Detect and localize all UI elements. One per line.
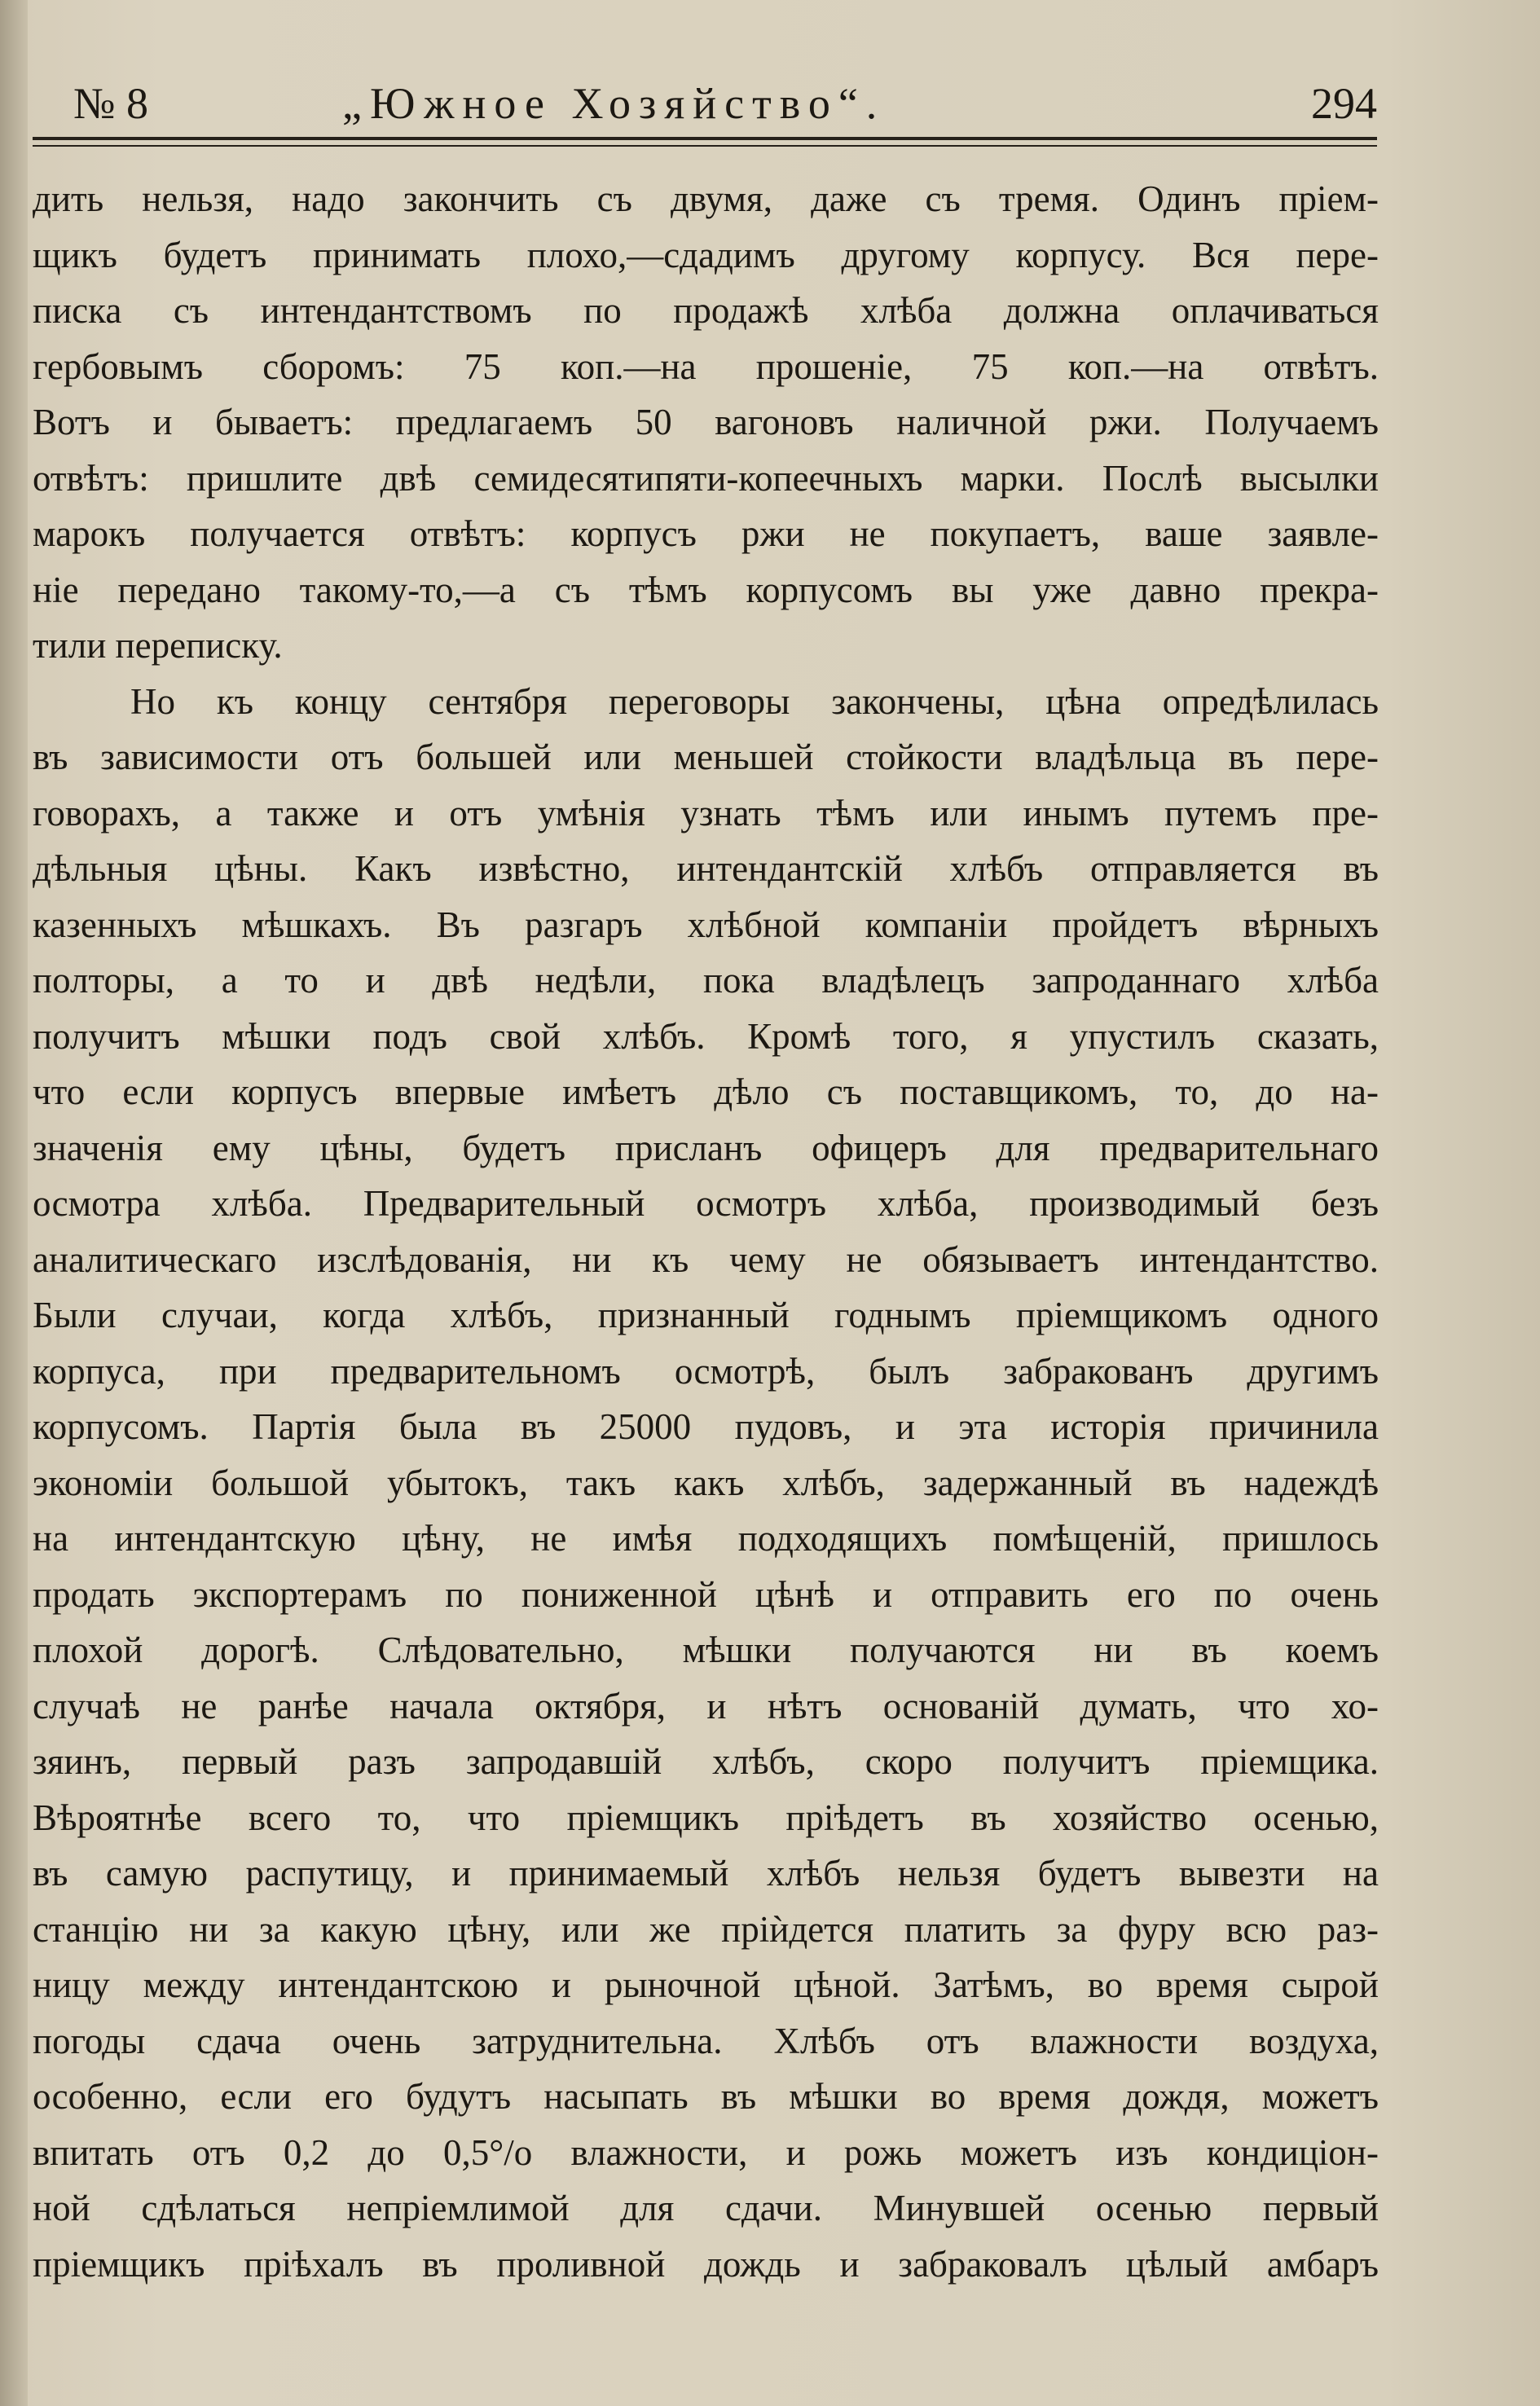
- text-line: Вѣроятнѣе всего то, что пріемщикъ пріѣдетъ въ хозяйство осенью,: [33, 1797, 1379, 1838]
- text-line: на интендантскую цѣну, не имѣя подходящихъ помѣщеній, пришлось: [33, 1518, 1379, 1559]
- page-gutter-edge: [0, 0, 28, 2406]
- text-line: писка съ интендантствомъ по продажѣ хлѣба должна оплачиваться: [33, 290, 1379, 331]
- article-body: [33, 171, 1379, 2292]
- text-line: тили переписку.: [33, 625, 283, 666]
- text-line: плохой дорогѣ. Слѣдовательно, мѣшки получаются ни въ коемъ: [33, 1630, 1379, 1670]
- page-number: 294: [1311, 79, 1377, 128]
- text-line: ніе передано такому-то,—а съ тѣмъ корпусомъ вы уже давно прекра-: [33, 569, 1379, 610]
- text-line: корпусомъ. Партія была въ 25000 пудовъ, и эта исторія причинила: [33, 1406, 1379, 1447]
- text-line: полторы, а то и двѣ недѣли, пока владѣлецъ запроданнаго хлѣба: [33, 960, 1379, 1001]
- text-line: гербовымъ сборомъ: 75 коп.—на прошеніе, 75 коп.—на отвѣтъ.: [33, 345, 1379, 387]
- text-line: марокъ получается отвѣтъ: корпусъ ржи не покупаетъ, ваше заявле-: [33, 513, 1379, 554]
- paragraph-1: [33, 171, 1379, 674]
- text-line: осмотра хлѣба. Предварительный осмотръ хлѣба, производимый безъ: [33, 1183, 1379, 1224]
- text-line: Вотъ и бываетъ: предлагаемъ 50 вагоновъ наличной ржи. Получаемъ: [33, 402, 1379, 442]
- text-line: дить нельзя, надо закончить съ двумя, даже съ тремя. Одинъ пріем-: [33, 178, 1379, 219]
- text-line: что если корпусъ впервые имѣетъ дѣло съ поставщикомъ, то, до на-: [33, 1071, 1379, 1112]
- text-line: въ самую распутицу, и принимаемый хлѣбъ нельзя будетъ вывезти на: [33, 1853, 1379, 1894]
- text-line: станцію ни за какую цѣну, или же пріѝдется платить за фуру всю раз-: [33, 1908, 1379, 1950]
- issue-number: № 8: [73, 79, 149, 128]
- text-line: получитъ мѣшки подъ свой хлѣбъ. Кромѣ того, я упустилъ сказать,: [33, 1015, 1379, 1057]
- text-line: въ зависимости отъ большей или меньшей стойкости владѣльца въ пере-: [33, 737, 1379, 777]
- text-line: продать экспортерамъ по пониженной цѣнѣ и отправить его по очень: [33, 1573, 1379, 1615]
- journal-title: „Южное Хозяйство“.: [342, 79, 886, 128]
- text-line: Были случаи, когда хлѣбъ, признанный годнымъ пріемщикомъ одного: [33, 1295, 1379, 1335]
- header-rule-thick: [33, 137, 1377, 140]
- text-line: дѣльныя цѣны. Какъ извѣстно, интендантскій хлѣбъ отправляется въ: [33, 848, 1379, 889]
- text-line: казенныхъ мѣшкахъ. Въ разгаръ хлѣбной компаніи пройдетъ вѣрныхъ: [33, 904, 1379, 945]
- header-rule-thin: [33, 145, 1377, 147]
- text-line: пріемщикъ пріѣхалъ въ проливной дождь и забраковалъ цѣлый амбаръ: [33, 2243, 1379, 2285]
- text-line: Но къ концу сентября переговоры закончены, цѣна опредѣлилась: [130, 680, 1379, 722]
- text-line: случаѣ не ранѣе начала октября, и нѣтъ основаній думать, что хо-: [33, 1685, 1379, 1726]
- text-line: щикъ будетъ принимать плохо,—сдадимъ другому корпусу. Вся пере-: [33, 234, 1379, 275]
- text-line: говорахъ, а также и отъ умѣнія узнать тѣмъ или инымъ путемъ пре-: [33, 792, 1379, 834]
- text-line: ницу между интендантскою и рыночной цѣной. Затѣмъ, во время сырой: [33, 1964, 1379, 2005]
- text-line: экономіи большой убытокъ, такъ какъ хлѣбъ, задержанный въ надеждѣ: [33, 1462, 1379, 1503]
- text-line: значенія ему цѣны, будетъ присланъ офицеръ для предварительнаго: [33, 1127, 1379, 1168]
- running-header: [73, 75, 1377, 132]
- text-line: особенно, если его будутъ насыпать въ мѣшки во время дождя, можетъ: [33, 2076, 1379, 2117]
- text-line: корпуса, при предварительномъ осмотрѣ, былъ забракованъ другимъ: [33, 1350, 1379, 1392]
- text-line: зяинъ, первый разъ запродавшій хлѣбъ, скоро получитъ пріемщика.: [33, 1741, 1379, 1782]
- text-line: ной сдѣлаться непріемлимой для сдачи. Минувшей осенью первый: [33, 2188, 1379, 2228]
- text-line: аналитическаго изслѣдованія, ни къ чему не обязываетъ интендантство.: [33, 1238, 1379, 1280]
- text-line: отвѣтъ: пришлите двѣ семидесятипяти-копеечныхъ марки. Послѣ высылки: [33, 457, 1379, 499]
- paragraph-2: [33, 674, 1379, 2293]
- text-line: впитать отъ 0,2 до 0,5°/о влажности, и рожь можетъ изъ кондиціон-: [33, 2131, 1379, 2173]
- text-line: погоды сдача очень затруднительна. Хлѣбъ отъ влажности воздуха,: [33, 2020, 1379, 2061]
